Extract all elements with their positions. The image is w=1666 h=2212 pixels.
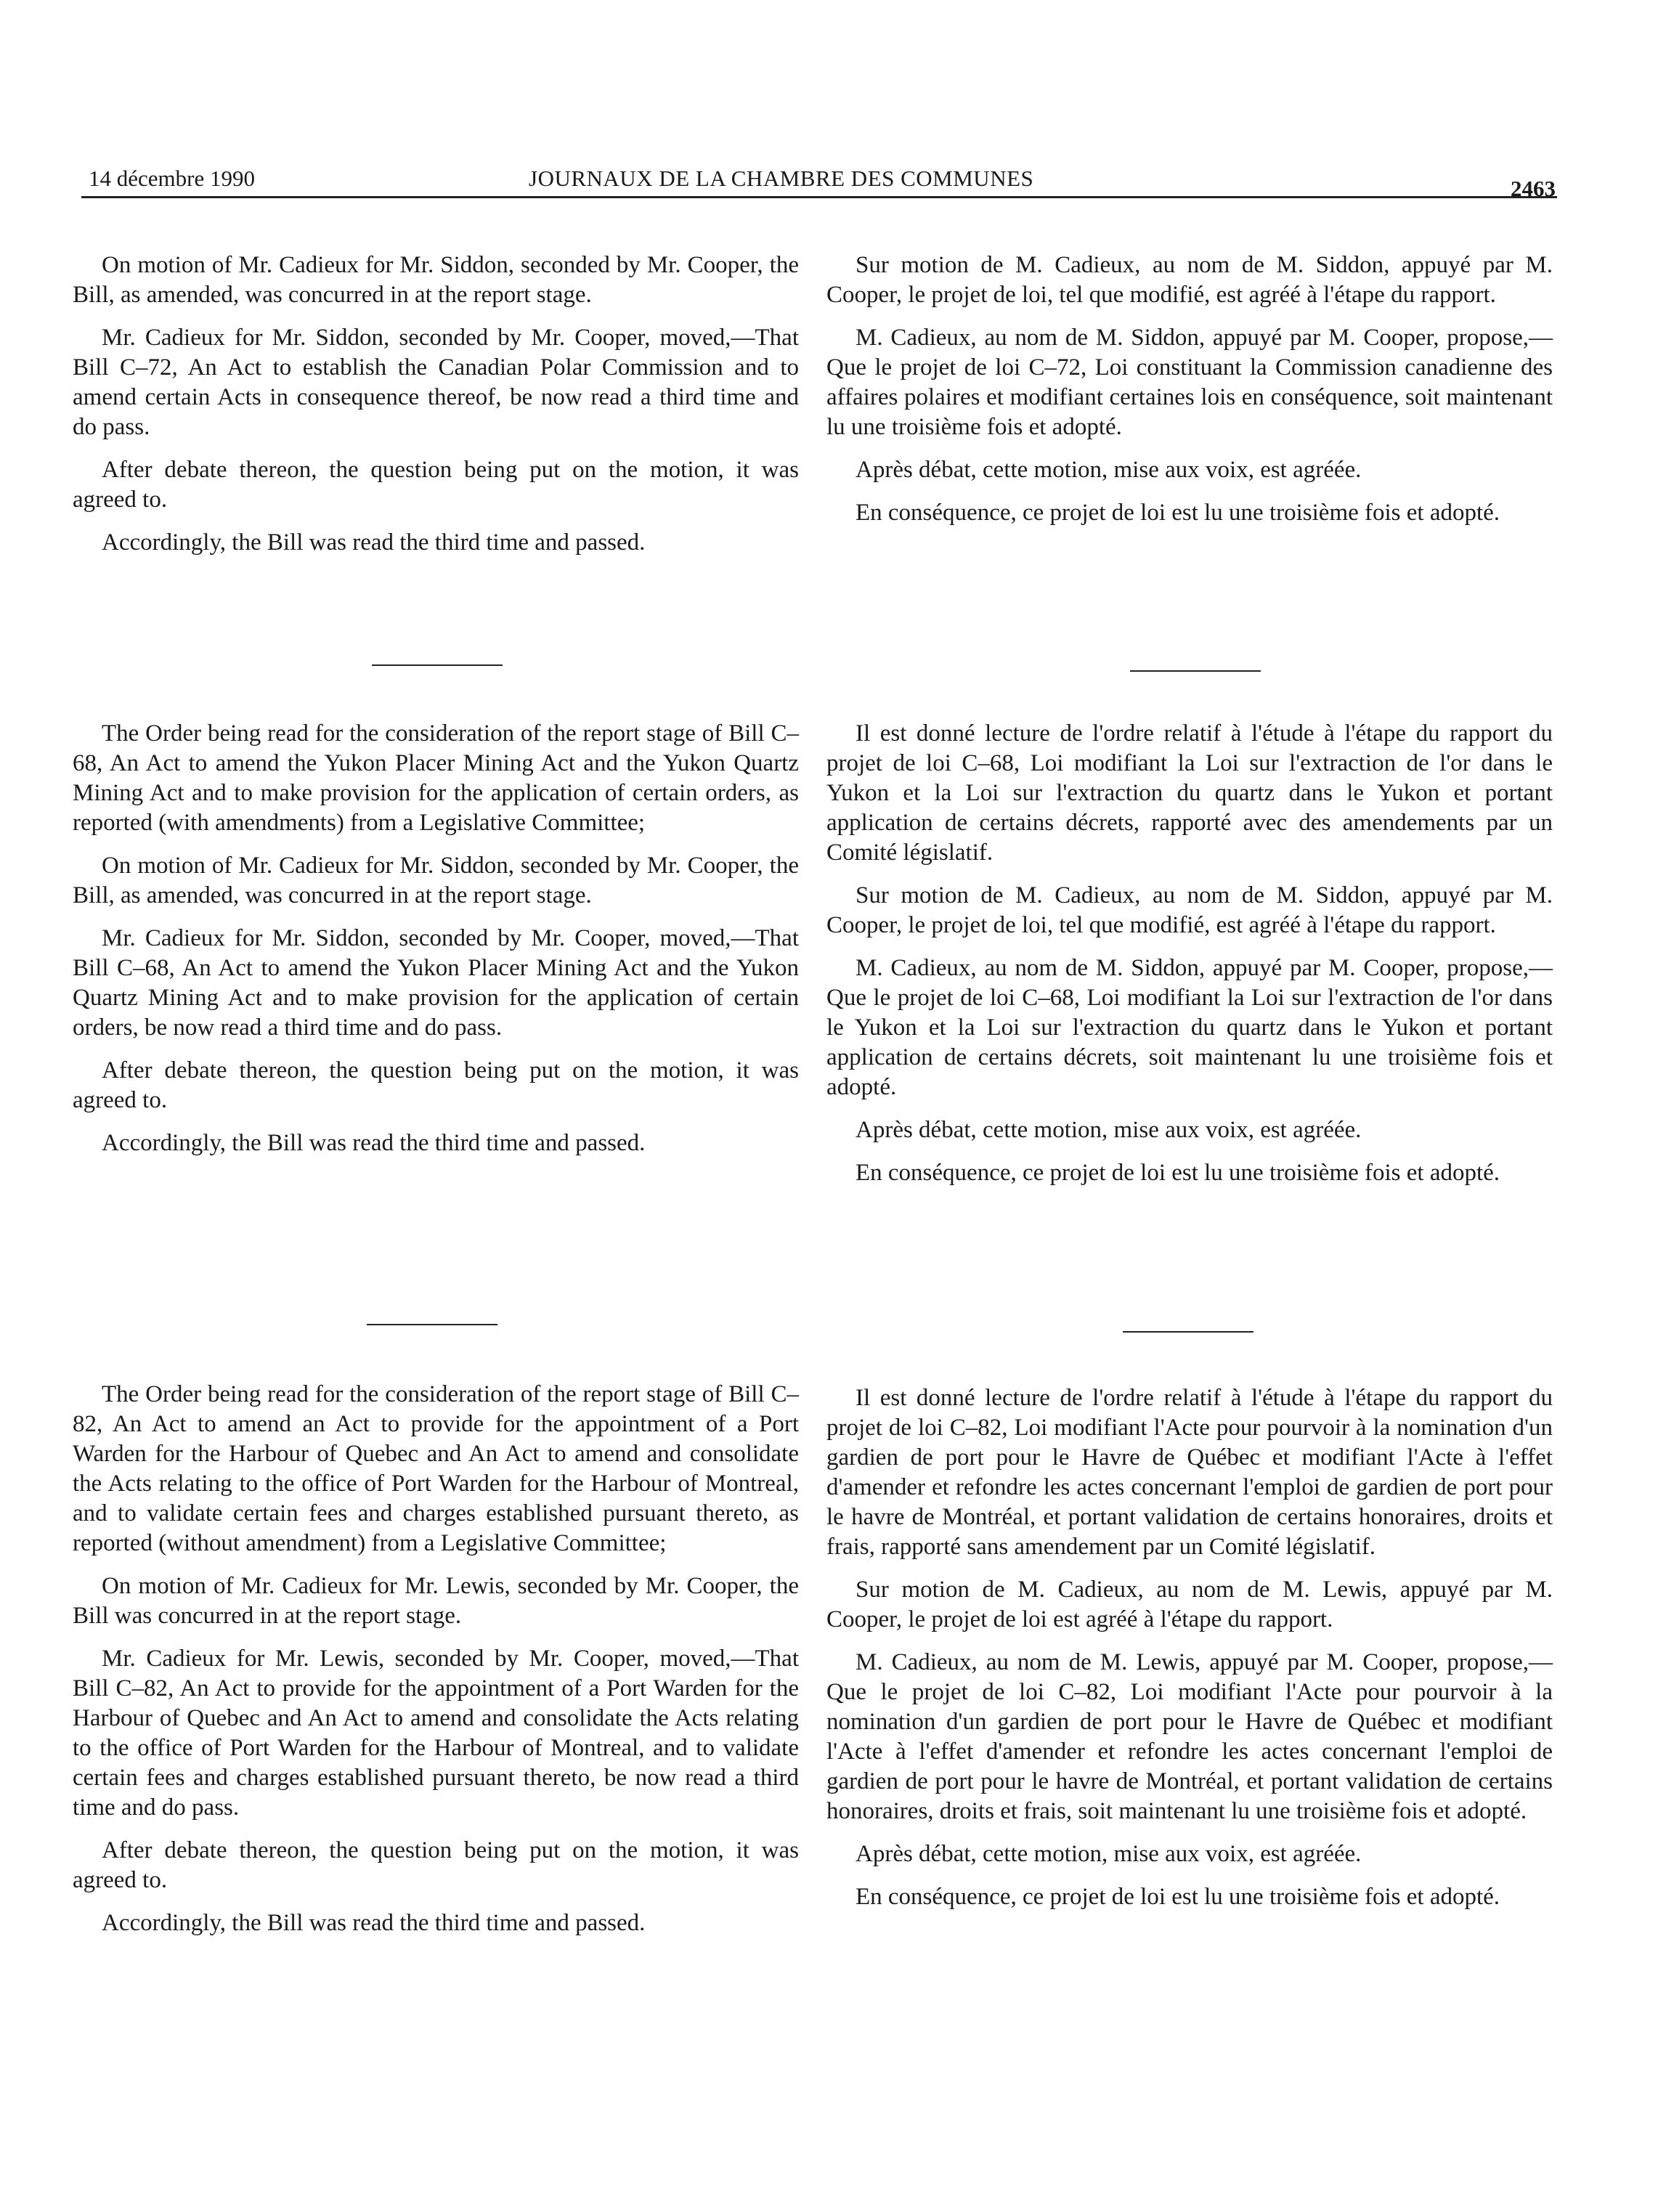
fr-paragraph: Après débat, cette motion, mise aux voix, est agréée.	[856, 1841, 1362, 1867]
fr-paragraph: Après débat, cette motion, mise aux voix, est agréée.	[856, 1117, 1362, 1143]
en-paragraph: Accordingly, the Bill was read the third time and passed.	[102, 529, 646, 556]
en-section-divider	[367, 1324, 497, 1325]
fr-paragraph: Après débat, cette motion, mise aux voix, est agréée.	[856, 457, 1362, 483]
running-header	[81, 153, 1557, 201]
fr-section-bill-c72	[826, 251, 1553, 541]
fr-paragraph: M. Cadieux, au nom de M. Siddon, appuyé par M. Cooper, propose,—Que le projet de loi C–68, Loi modifiant la Loi sur l'extraction de l'or dans le Yukon et la Loi sur l'extraction du quartz dans le Yukon et portant application de certains décrets, soit maintenant lu une troisième fois et adopté.	[826, 955, 1553, 1100]
fr-section-divider	[1130, 670, 1261, 672]
header-journal-title: JOURNAUX DE LA CHAMBRE DES COMMUNES	[529, 166, 1034, 191]
fr-paragraph: Il est donné lecture de l'ordre relatif à l'étude à l'étape du rapport du projet de loi C–82, Loi modifiant l'Acte pour pourvoir à la nomination d'un gardien de port pour le Havre de Québec et modifiant l'Acte à l'effet d'amender et refondre les actes concernant l'emploi de gardien de port pour le havre de Montréal, et portant validation de certains honoraires, droits et frais, rapporté sans amendement par un Comité législatif.	[826, 1385, 1553, 1560]
en-paragraph: The Order being read for the consideration of the report stage of Bill C–68, An Act to amend the Yukon Placer Mining Act and the Yukon Quartz Mining Act and to make provision for the application of certain orders, as reported (with amendments) from a Legislative Committee;	[73, 720, 799, 836]
fr-paragraph: En conséquence, ce projet de loi est lu une troisième fois et adopté.	[856, 1160, 1500, 1186]
en-paragraph: Mr. Cadieux for Mr. Siddon, seconded by Mr. Cooper, moved,—That Bill C–68, An Act to amend the Yukon Placer Mining Act and the Yukon Quartz Mining Act and to make provision for the application of certain orders, be now read a third time and do pass.	[73, 925, 799, 1041]
fr-paragraph: Sur motion de M. Cadieux, au nom de M. Lewis, appuyé par M. Cooper, le projet de loi est agréé à l'étape du rapport.	[826, 1577, 1553, 1632]
fr-section-bill-c82	[826, 1383, 1553, 1925]
fr-paragraph: M. Cadieux, au nom de M. Lewis, appuyé par M. Cooper, propose,—Que le projet de loi C–82, Loi modifiant l'Acte pour pourvoir à la nomination d'un gardien de port pour le Havre de Québec et modifiant l'Acte à l'effet d'amender et refondre les actes concernant l'emploi de gardien de port pour le havre de Montréal, et portant validation de certains honoraires, droits et frais, soit maintenant lu une troisième fois et adopté.	[826, 1649, 1553, 1824]
fr-paragraph: En conséquence, ce projet de loi est lu une troisième fois et adopté.	[856, 500, 1500, 526]
en-section-divider	[372, 664, 503, 666]
en-paragraph: On motion of Mr. Cadieux for Mr. Siddon, seconded by Mr. Cooper, the Bill, as amended, was concurred in at the report stage.	[73, 252, 799, 308]
en-section-bill-c68	[73, 719, 799, 1171]
en-paragraph: After debate thereon, the question being put on the motion, it was agreed to.	[73, 457, 799, 513]
fr-paragraph: Sur motion de M. Cadieux, au nom de M. Siddon, appuyé par M. Cooper, le projet de loi, tel que modifié, est agréé à l'étape du rapport.	[826, 882, 1553, 938]
fr-paragraph: Sur motion de M. Cadieux, au nom de M. Siddon, appuyé par M. Cooper, le projet de loi, tel que modifié, est agréé à l'étape du rapport.	[826, 252, 1553, 308]
fr-section-bill-c68	[826, 719, 1553, 1201]
en-paragraph: Mr. Cadieux for Mr. Lewis, seconded by Mr. Cooper, moved,—That Bill C–82, An Act to provide for the appointment of a Port Warden for the Harbour of Quebec and An Act to amend and consolidate the Acts relating to the office of Port Warden for the Harbour of Montreal, and to validate certain fees and charges established pursuant thereto, be now read a third time and do pass.	[73, 1646, 799, 1821]
en-paragraph: After debate thereon, the question being put on the motion, it was agreed to.	[73, 1057, 799, 1113]
header-date: 14 décembre 1990	[89, 166, 255, 191]
en-section-bill-c72	[73, 251, 799, 571]
fr-paragraph: En conséquence, ce projet de loi est lu une troisième fois et adopté.	[856, 1884, 1500, 1910]
en-section-bill-c82	[73, 1380, 799, 1951]
header-page-number: 2463	[1511, 176, 1556, 201]
en-paragraph: On motion of Mr. Cadieux for Mr. Siddon, seconded by Mr. Cooper, the Bill, as amended, was concurred in at the report stage.	[73, 853, 799, 908]
en-paragraph: Accordingly, the Bill was read the third time and passed.	[102, 1130, 646, 1156]
en-paragraph: Mr. Cadieux for Mr. Siddon, seconded by Mr. Cooper, moved,—That Bill C–72, An Act to establish the Canadian Polar Commission and to amend certain Acts in consequence thereof, be now read a third time and do pass.	[73, 325, 799, 440]
en-paragraph: Accordingly, the Bill was read the third time and passed.	[102, 1910, 646, 1936]
fr-section-divider	[1123, 1331, 1253, 1333]
en-paragraph: The Order being read for the consideration of the report stage of Bill C–82, An Act to amend an Act to provide for the appointment of a Port Warden for the Harbour of Quebec and An Act to amend and consolidate the Acts relating to the office of Port Warden for the Harbour of Montreal, and to validate certain fees and charges established pursuant thereto, as reported (without amendment) from a Legislative Committee;	[73, 1381, 799, 1556]
en-paragraph: On motion of Mr. Cadieux for Mr. Lewis, seconded by Mr. Cooper, the Bill was concurred in at the report stage.	[73, 1573, 799, 1629]
fr-paragraph: Il est donné lecture de l'ordre relatif à l'étude à l'étape du rapport du projet de loi C–68, Loi modifiant la Loi sur l'extraction de l'or dans le Yukon et la Loi sur l'extraction du quartz dans le Yukon et portant application de certains décrets, rapporté avec des amendements par un Comité législatif.	[826, 720, 1553, 866]
en-paragraph: After debate thereon, the question being put on the motion, it was agreed to.	[73, 1837, 799, 1893]
fr-paragraph: M. Cadieux, au nom de M. Siddon, appuyé par M. Cooper, propose,—Que le projet de loi C–72, Loi constituant la Commission canadienne des affaires polaires et modifiant certaines lois en conséquence, soit maintenant lu une troisième fois et adopté.	[826, 325, 1553, 440]
